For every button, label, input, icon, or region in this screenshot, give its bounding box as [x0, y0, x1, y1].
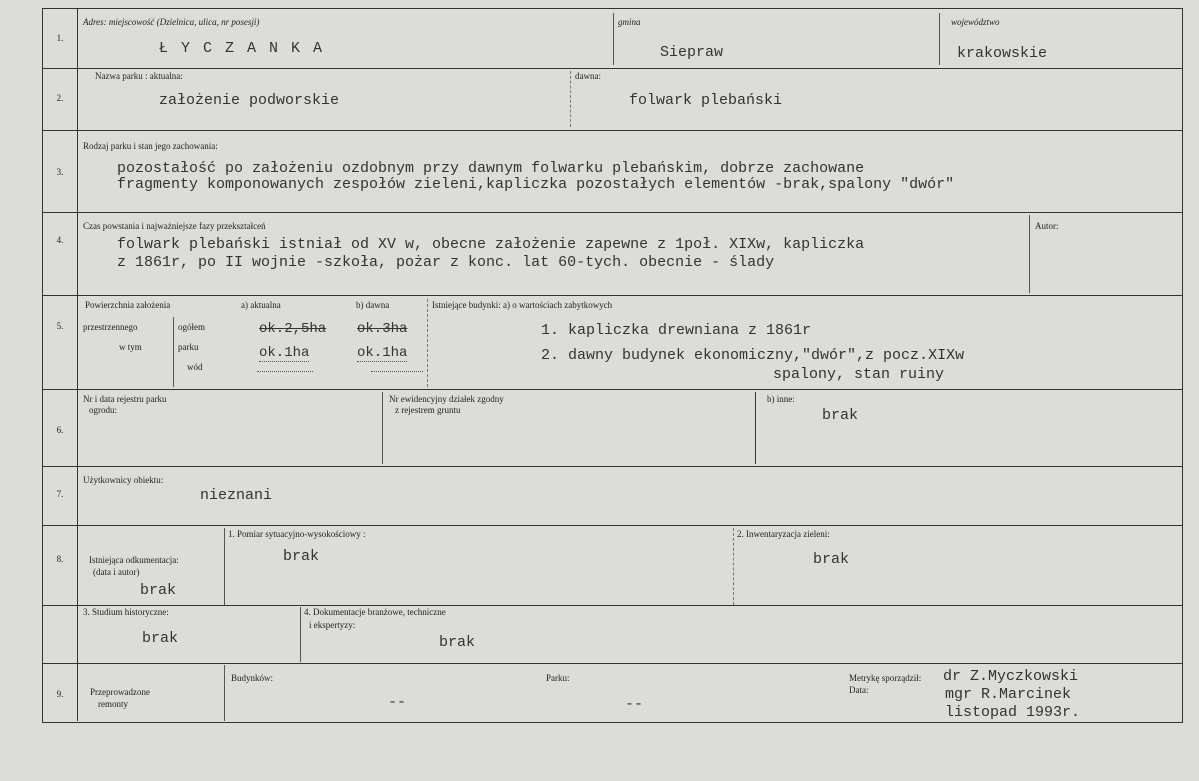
former-name-label: dawna: — [575, 71, 601, 81]
field-divider — [224, 665, 225, 721]
field-divider — [755, 392, 756, 464]
field-divider — [300, 607, 301, 662]
inventory-label: 2. Inwentaryzacja zieleni: — [737, 529, 830, 539]
park-name-value: założenie podworskie — [159, 92, 340, 109]
history-study-value: brak — [142, 630, 179, 647]
repairs-label: Przeprowadzone — [90, 687, 150, 697]
field-divider — [173, 317, 174, 387]
field-divider — [733, 528, 734, 605]
doc-label-2: (data i autor) — [93, 567, 140, 577]
field-divider — [570, 71, 571, 127]
row-number: 4. — [56, 235, 64, 245]
field-divider — [613, 13, 614, 65]
date-label: Data: — [849, 685, 869, 695]
tech-docs-value: brak — [439, 634, 476, 651]
park-name-label: Nazwa parku : aktualna: — [95, 71, 183, 81]
author-2: mgr R.Marcinek — [945, 686, 1072, 703]
voivodeship-value: krakowskie — [957, 45, 1048, 62]
history-phases-label: Czas powstania i najważniejsze fazy przekształceń — [83, 221, 266, 231]
row-divider — [43, 130, 1182, 131]
former-area-header: b) dawna — [356, 300, 390, 310]
row-divider — [43, 663, 1182, 664]
other-value: brak — [822, 407, 859, 424]
park-type-line-1: pozostałość po założeniu ozdobnym przy dawnym folwarku plebańskim, dobrze zachowane — [117, 160, 865, 177]
metric-author-label: Metrykę sporządził: — [849, 673, 922, 683]
row-divider — [43, 68, 1182, 69]
repairs-label-2: remonty — [98, 699, 128, 709]
park-type-label: Rodzaj parku i stan jego zachowania: — [83, 141, 218, 151]
row-number: 6. — [56, 425, 64, 435]
survey-label: 1. Pomiar sytuacyjno-wysokościowy : — [228, 529, 366, 539]
row-divider — [43, 295, 1182, 296]
tech-docs-label-2: i ekspertyzy: — [309, 620, 356, 630]
register-label-2: ogrodu: — [89, 405, 117, 415]
row-number: 9. — [56, 689, 64, 699]
evidence-label-2: z rejestrem gruntu — [395, 405, 461, 415]
doc-value: brak — [140, 582, 177, 599]
incl-label: w tym — [119, 342, 142, 352]
row-divider — [43, 466, 1182, 467]
row-number: 1. — [56, 33, 64, 43]
gmina-label: gmina — [618, 17, 641, 27]
survey-value: brak — [283, 548, 320, 565]
park-current-area: ok.1ha — [259, 345, 310, 361]
history-line-1: folwark plebański istniał od XV w, obecne założenie zapewne z 1poł. XIXw, kapliczka — [117, 236, 865, 253]
number-column-divider — [77, 9, 78, 721]
row-number: 5. — [56, 321, 64, 331]
water-current-blank — [257, 363, 313, 372]
buildings-label: Istniejące budynki: a) o wartościach zabytkowych — [432, 300, 613, 310]
address-label: Adres: miejscowość (Dzielnica, ulica, nr posesji) — [83, 17, 260, 27]
field-divider — [224, 528, 225, 605]
water-former-blank — [371, 363, 423, 372]
author-1: dr Z.Myczkowski — [943, 668, 1079, 685]
building-1: 1. kapliczka drewniana z 1861r — [541, 322, 812, 339]
park-area-label: parku — [178, 342, 199, 352]
row-divider — [43, 212, 1182, 213]
doc-label: Istniejąca odkumentacja: — [89, 555, 179, 565]
row-divider — [43, 605, 1182, 606]
field-divider — [427, 299, 428, 387]
field-divider — [939, 13, 940, 65]
total-label: ogółem — [178, 322, 205, 332]
history-line-2: z 1861r, po II wojnie -szkoła, pożar z konc. lat 60-tych. obecnie - ślady — [117, 254, 775, 271]
former-name-value: folwark plebański — [629, 92, 783, 109]
row-number: 2. — [56, 93, 64, 103]
row-number: 3. — [56, 167, 64, 177]
inventory-value: brak — [813, 551, 850, 568]
water-area-label: wód — [187, 362, 203, 372]
evidence-label: Nr ewidencyjny działek zgodny — [389, 394, 504, 404]
gmina-value: Siepraw — [660, 44, 724, 61]
park-former-area: ok.1ha — [357, 345, 408, 361]
spatial-label: przestrzennego — [83, 322, 138, 332]
row-divider — [43, 389, 1182, 390]
park-record-form — [42, 8, 1183, 723]
register-label: Nr i data rejestru parku — [83, 394, 167, 404]
users-label: Użytkownicy obiektu: — [83, 475, 164, 485]
field-divider — [382, 392, 383, 464]
voivodeship-label: województwo — [951, 17, 1000, 27]
row-number: 8. — [56, 554, 64, 564]
repairs-park-value: -- — [625, 696, 644, 713]
area-label: Powierzchnia założenia — [85, 300, 171, 310]
repairs-buildings-value: -- — [388, 694, 407, 711]
date-value: listopad 1993r. — [945, 704, 1081, 721]
users-value: nieznani — [200, 487, 273, 504]
history-study-label: 3. Studium historyczne: — [83, 607, 169, 617]
address-value: Ł Y C Z A N K A — [159, 40, 325, 57]
field-divider — [1029, 215, 1030, 293]
repairs-park-label: Parku: — [546, 673, 570, 683]
total-former-area: ok.3ha — [357, 321, 408, 337]
row-divider — [43, 525, 1182, 526]
repairs-buildings-label: Budynków: — [231, 673, 274, 683]
building-2-continued: spalony, stan ruiny — [773, 366, 945, 383]
tech-docs-label: 4. Dokumentacje branżowe, techniczne — [304, 607, 446, 617]
author-label: Autor: — [1035, 221, 1059, 231]
other-label: b) inne: — [767, 394, 795, 404]
park-type-line-2: fragmenty komponowanych zespołów zieleni,kapliczka pozostałych elementów -brak,spalony "dwór" — [117, 176, 955, 193]
row-number: 7. — [56, 489, 64, 499]
total-current-area: ok.2,5ha — [259, 321, 327, 337]
building-2: 2. dawny budynek ekonomiczny,"dwór",z pocz.XIXw — [541, 347, 965, 364]
current-area-header: a) aktualna — [241, 300, 281, 310]
